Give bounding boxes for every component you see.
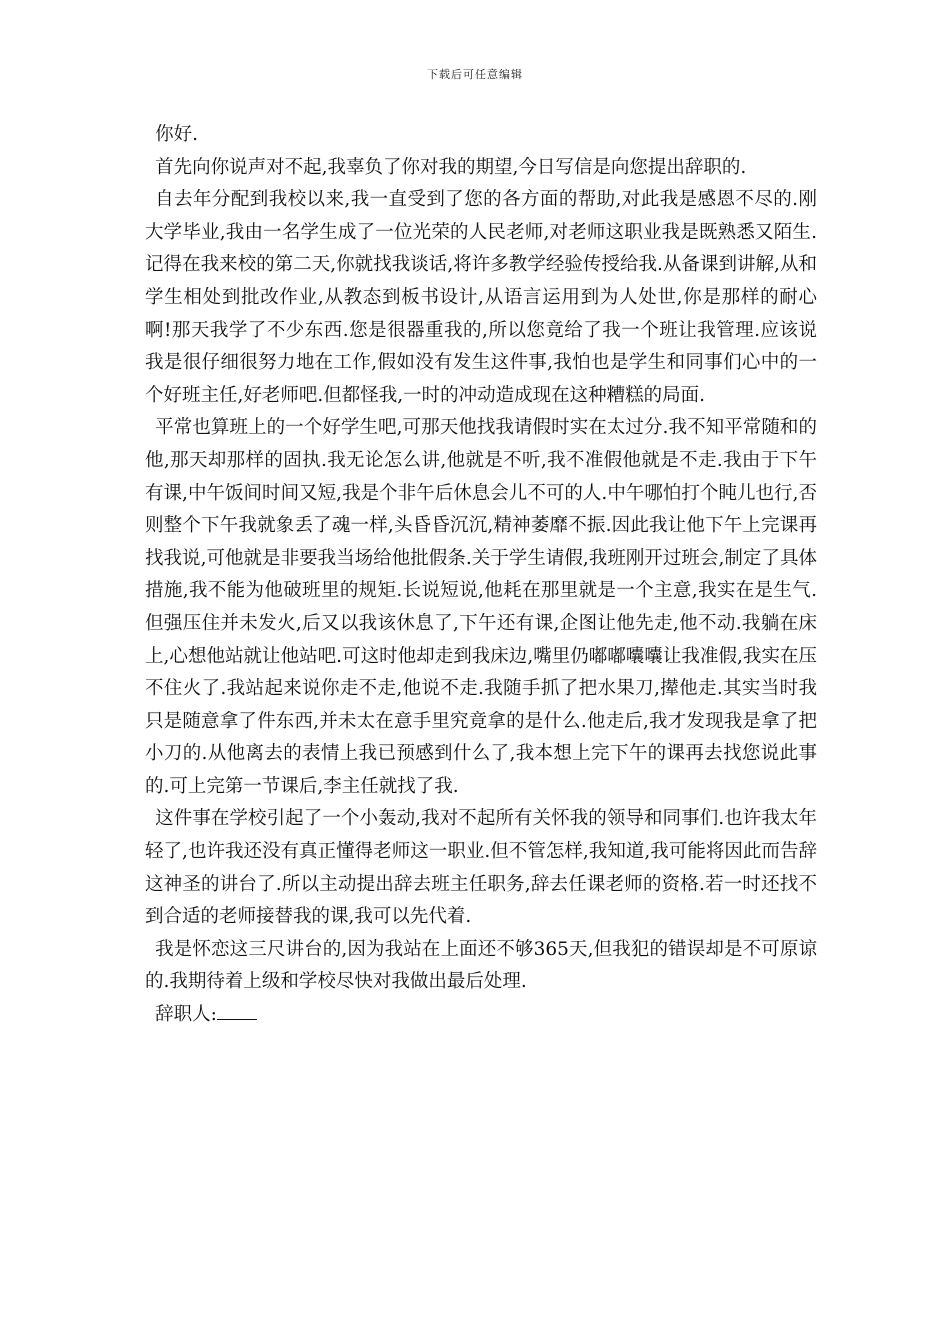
signature-row — [145, 999, 817, 1032]
letter-paragraph-1: 首先向你说声对不起,我辜负了你对我的期望,今日写信是向您提出辞职的. — [155, 156, 747, 178]
page-header-note: 下载后可任意编辑 — [427, 68, 523, 81]
letter-paragraph-4: 这件事在学校引起了一个小轰动,我对不起所有关怀我的领导和同事们.也许我太年轻了,也许我还没有真正懂得老师这一职业.但不管怎样,我知道,我可能将因此而告辞这神圣的讲台了.所以主动提出辞去班主任职务,辞去任课老师的资格.若一时还找不到合适的老师接替我的课,我可以先代着. — [145, 808, 817, 928]
letter-greeting: 你好. — [155, 124, 199, 145]
letter-paragraph-3: 平常也算班上的一个好学生吧,可那天他找我请假时实在太过分.我不知平常随和的他,那天却那样的固执.我无论怎么讲,他就是不听,我不准假他就是不走.我由于下午有课,中午饭间时间又短,我是个非午后休息会儿不可的人.中午哪怕打个盹儿也行,否则整个下午我就象丢了魂一样,头昏昏沉沉,精神萎靡不振.因此我让他下午上完课再找我说,可他就是非要我当场给他批假条.关于学生请假,我班刚开过班会,制定了具体措施,我不能为他破班里的规矩.长说短说,他耗在那里就是一个主意,我实在是生气.但强压住并未发火,后又以我该休息了,下午还有课,企图让他先走,他不动.我躺在床上,心想他站就让他站吧.可这时他却走到我床边,嘴里仍嘟嘟囔囔让我准假,我实在压不住火了.我站起来说你走不走,他说不走.我随手抓了把水果刀,撵他走.其实当时我只是随意拿了件东西,并未太在意手里究竟拿的是什么.他走后,我才发现我是拿了把小刀的.从他离去的表情上我已预感到什么了,我本想上完下午的课再去找您说此事的.可上完第一节课后,李主任就找了我. — [145, 417, 817, 797]
letter-paragraph-5: 我是怀恋这三尺讲台的,因为我站在上面还不够365天,但我犯的错误却是不可原谅的.我期待着上级和学校尽快对我做出最后处理. — [145, 938, 817, 993]
letter-paragraph-2: 自去年分配到我校以来,我一直受到了您的各方面的帮助,对此我是感恩不尽的.刚大学毕业,我由一名学生成了一位光荣的人民老师,对老师这职业我是既熟悉又陌生.记得在我来校的第二天,你就找我谈话,将许多教学经验传授给我.从备课到讲解,从和学生相处到批改作业,从教态到板书设计,从语言运用到为人处世,你是那样的耐心啊!那天我学了不少东西.您是很器重我的,所以您竟给了我一个班让我管理.应该说我是很仔细很努力地在工作,假如没有发生这件事,我怕也是学生和同事们心中的一个好班主任,好老师吧.但都怪我,一时的冲动造成现在这种糟糕的局面. — [145, 189, 817, 406]
signature-label: 辞职人: — [155, 1004, 217, 1026]
letter-body — [145, 119, 817, 1032]
signature-blank-line — [217, 1005, 257, 1020]
